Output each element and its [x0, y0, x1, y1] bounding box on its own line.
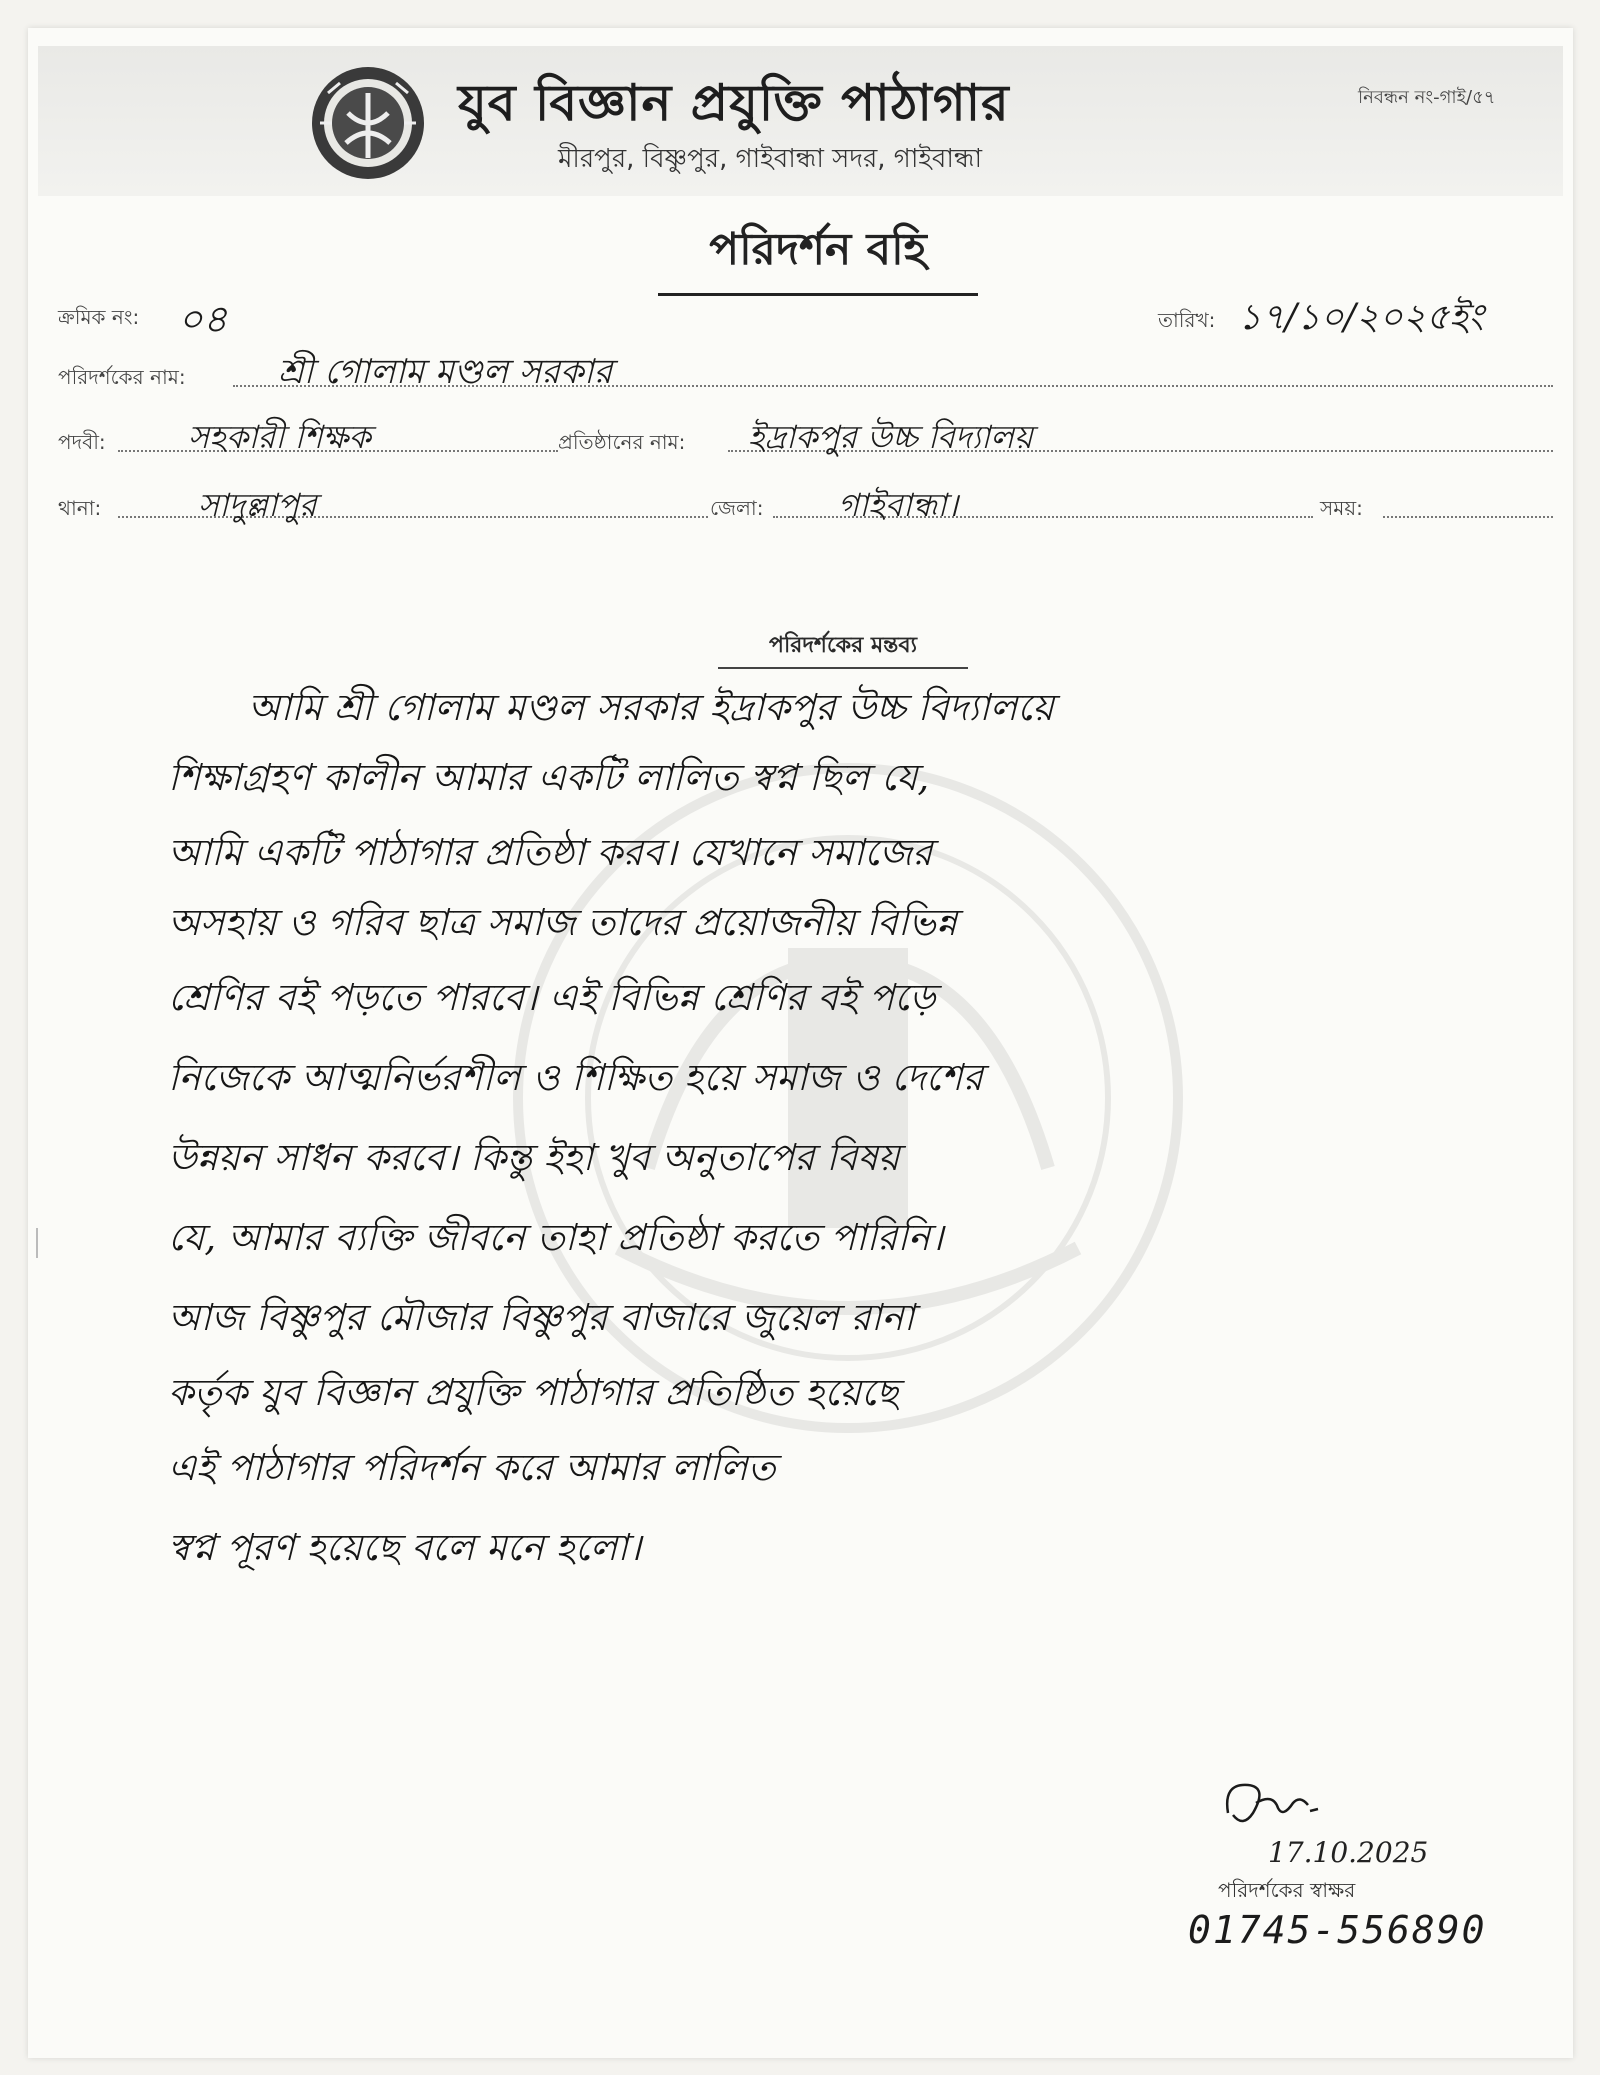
document-page — [28, 28, 1573, 2058]
remark-line: অসহায় ও গরিব ছাত্র সমাজ তাদের প্রয়োজনীয় বিভিন্ন — [168, 901, 958, 944]
designation-label: পদবী: — [58, 430, 106, 454]
remarks-heading: পরিদর্শকের মন্তব্য — [718, 628, 968, 669]
inspector-name-value: শ্রী গোলাম মণ্ডল সরকার — [278, 352, 613, 392]
time-line — [1383, 516, 1553, 518]
remark-line: নিজেকে আত্মনির্ভরশীল ও শিক্ষিত হয়ে সমাজ ও দেশের — [168, 1056, 983, 1099]
remark-line: শ্রেণির বই পড়তে পারবে। এই বিভিন্ন শ্রেণির বই পড়ে — [168, 976, 936, 1019]
organization-name: যুব বিজ্ঞান প্রযুক্তি পাঠাগার — [458, 73, 1010, 132]
handwritten-signature — [1218, 1773, 1328, 1833]
thana-label: থানা: — [58, 496, 102, 520]
serial-value: ০৪ — [178, 297, 228, 341]
organization-address: মীরপুর, বিষ্ণুপুর, গাইবান্ধা সদর, গাইবান্ধা — [558, 144, 983, 174]
remark-line: উন্নয়ন সাধন করবে। কিন্তু ইহা খুব অনুতাপের বিষয় — [168, 1136, 900, 1179]
date-label: তারিখ: — [1158, 308, 1216, 332]
remark-line: আজ বিষ্ণুপুর মৌজার বিষ্ণুপুর বাজারে জুয়েল রানা — [168, 1296, 915, 1339]
signature-date: 17.10.2025 — [1268, 1836, 1429, 1869]
thana-value: সাদুল্লাপুর — [198, 486, 317, 524]
document-title: পরিদর্শন বহি — [658, 216, 978, 296]
remark-line: যে, আমার ব্যক্তি জীবনে তাহা প্রতিষ্ঠা করতে পারিনি। — [168, 1216, 944, 1259]
district-value: গাইবান্ধা। — [838, 486, 959, 524]
serial-label: ক্রমিক নং: — [58, 305, 140, 329]
time-label: সময়: — [1320, 496, 1363, 520]
remark-line: স্বপ্ন পূরণ হয়েছে বলে মনে হলো। — [168, 1526, 642, 1569]
institution-label: প্রতিষ্ঠানের নাম: — [558, 430, 686, 454]
binding-mark — [36, 1228, 48, 1258]
remark-line: আমি একটি পাঠাগার প্রতিষ্ঠা করব। যেখানে সমাজের — [168, 831, 933, 874]
remark-line: শিক্ষাগ্রহণ কালীন আমার একটি লালিত স্বপ্ন ছিল যে, — [168, 756, 930, 799]
registration-number: নিবন্ধন নং-গাই/৫৭ — [1358, 87, 1496, 108]
signature-label: পরিদর্শকের স্বাক্ষর — [1218, 1878, 1356, 1902]
remark-line: কর্তৃক যুব বিজ্ঞান প্রযুক্তি পাঠাগার প্রতিষ্ঠিত হয়েছে — [168, 1371, 899, 1414]
phone-number: 01745-556890 — [1188, 1908, 1487, 1952]
inspector-name-label: পরিদর্শকের নাম: — [58, 365, 186, 389]
library-logo — [308, 63, 428, 183]
remark-line: এই পাঠাগার পরিদর্শন করে আমার লালিত — [168, 1446, 776, 1489]
district-label: জেলা: — [710, 496, 764, 520]
remark-line: আমি শ্রী গোলাম মণ্ডল সরকার ইদ্রাকপুর উচ্চ বিদ্যালয়ে — [248, 686, 1054, 729]
institution-value: ইদ্রাকপুর উচ্চ বিদ্যালয় — [748, 418, 1033, 456]
designation-value: সহকারী শিক্ষক — [188, 418, 371, 456]
date-value: ১৭/১০/২০২৫ইং — [1238, 297, 1484, 338]
